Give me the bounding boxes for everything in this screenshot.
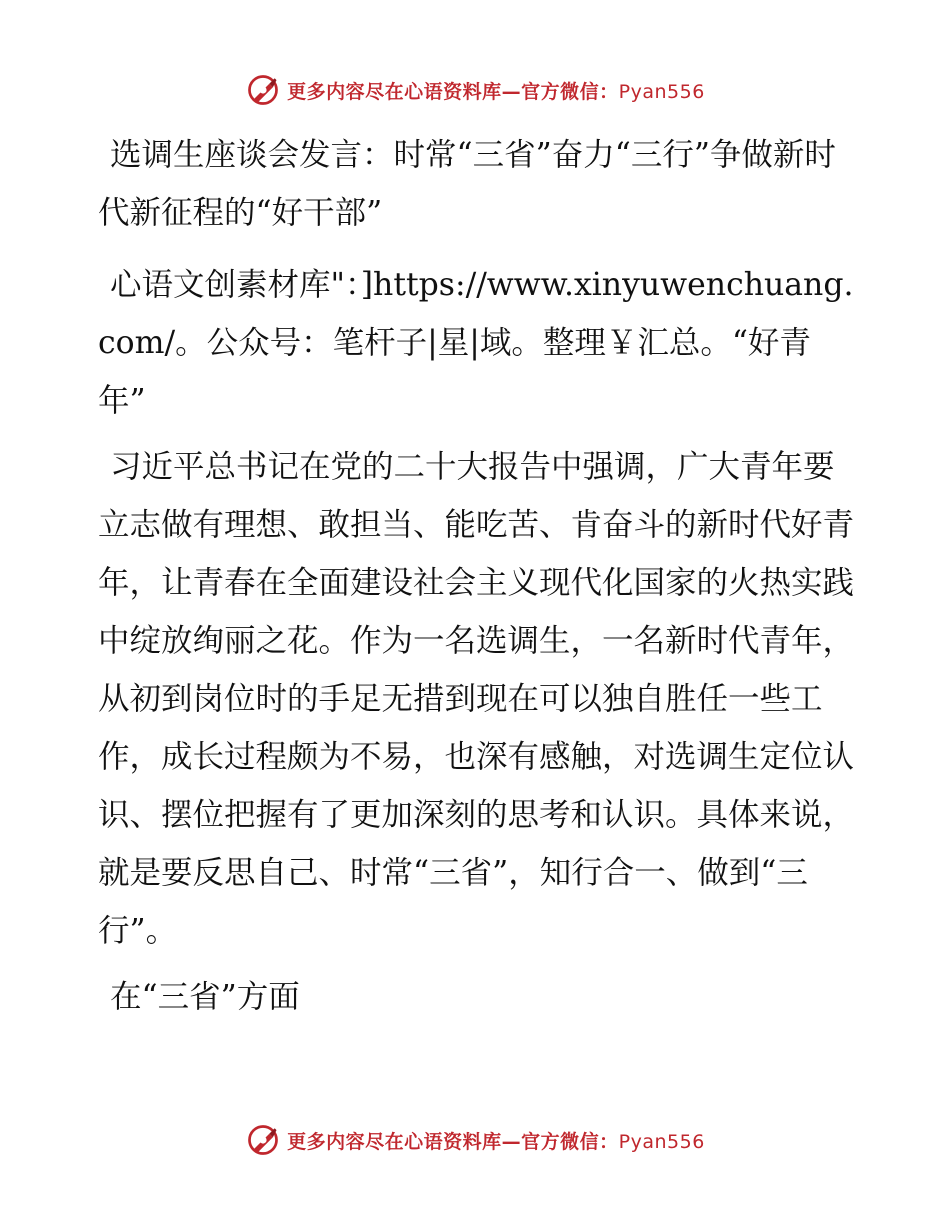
watermark-text: 更多内容尽在心语资料库—官方微信：Pyan556 (287, 1130, 705, 1153)
section-heading: 在“三省”方面 (110, 979, 300, 1015)
header-watermark (0, 70, 950, 110)
watermark-text: 更多内容尽在心语资料库—官方微信：Pyan556 (287, 80, 705, 103)
intro-paragraph: 习近平总书记在党的二十大报告中强调，广大青年要立志做有理想、敢担当、能吃苦、肯奋斗的新时代好青年，让青春在全面建设社会主义现代化国家的火热实践中绽放绚丽之花。作为一名选调生，一名新时代青年，从初到岗位时的手足无措到现在可以独自胜任一些工作，成长过程颇为不易，也深有感触，对选调生定位认识、摆位把握有了更加深刻的思考和认识。具体来说，就是要反思自己、时常“三省”，知行合一、做到“三行”。 (98, 449, 855, 949)
red-pen-logo-icon (245, 1122, 281, 1158)
red-pen-logo-icon (245, 72, 281, 108)
document-body (98, 126, 858, 1034)
footer-watermark (0, 1120, 950, 1160)
source-line: 心语文创素材库"：]https://www.xinyuwenchuang.com/。公众号：笔杆子|星|域。整理￥汇总。“好青年” (98, 267, 854, 419)
document-title: 选调生座谈会发言：时常“三省”奋力“三行”争做新时代新征程的“好干部” (98, 137, 836, 231)
